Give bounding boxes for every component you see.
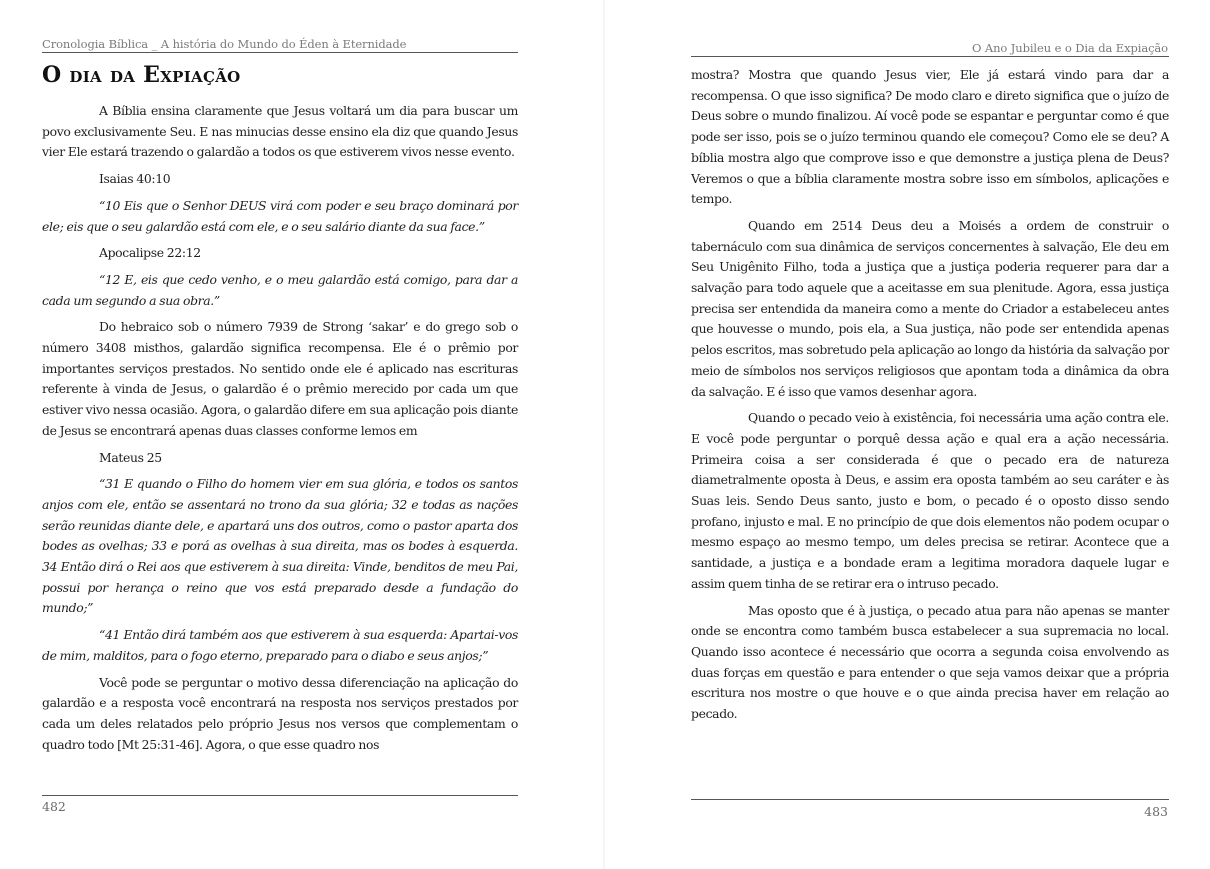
paragraph: mostra? Mostra que quando Jesus vier, Ele já estará vindo para dar a recompensa. O que isso significa? De modo claro e direto significa que o juízo de Deus sobre o mundo finalizou. Aí você pode se espantar e perguntar como é que pode ser isso, pois se o juízo terminou quando ele começou? Como ele se deu? A bíblia mostra algo que comprove isso e que demonstre a justiça plena de Deus? Veremos o que a bíblia claramente mostra sobre isso em símbolos, aplicações e tempo. (691, 67, 1169, 207)
scripture-quote: “31 E quando o Filho do homem vier em sua glória, e todos os santos anjos com ele, então se assentará no trono da sua glória; 32 e todas as nações serão reunidas diante dele, e apartará uns dos outros, como o pastor aparta dos bodes as ovelhas; 33 e porá as ovelhas à sua direita, mas os bodes à esquerda. 34 Então dirá o Rei aos que estiverem à sua direita: Vinde, benditos de meu Pai, possui por herança o reino que vos está preparado desde a fundação do mundo;” (42, 476, 518, 616)
scripture-reference: Mateus 25 (99, 449, 162, 465)
scripture-quote: “12 E, eis que cedo venho, e o meu galardão está comigo, para dar a cada um segundo a sua obra.” (42, 271, 518, 308)
paragraph: Quando em 2514 Deus deu a Moisés a ordem de construir o tabernáculo com sua dinâmica de serviços concernentes à salvação, Ele deu em Seu Unigênito Filho, toda a justiça que a justiça poderia requerer para dar a salvação para todo aquele que a aceitasse em sua plenitude. Agora, essa justiça precisa ser entendida da maneira como a mente do Criador a estabeleceu antes que houvesse o mundo, pois ela, a Sua justiça, não pode ser entendida apenas pelos escritos, mas sobretudo pela aplicação ao longo da história da salvação por meio de símbolos nos serviços religiosos que apontam toda a dinâmica da obra da salvação. E é isso que vamos desenhar agora. (691, 217, 1169, 399)
header-rule-right (691, 56, 1169, 57)
paragraph: Você pode se perguntar o motivo dessa diferenciação na aplicação do galardão e a resposta você encontrará na resposta nos serviços prestados por cada um deles relatados pelo próprio Jesus nos versos que complementam o quadro todo [Mt 25:31-46]. Agora, o que esse quadro nos (42, 674, 518, 752)
scripture-reference: Apocalipse 22:12 (99, 245, 201, 261)
footer-rule-left (42, 795, 518, 796)
running-head-left: Cronologia Bíblica _ A história do Mundo do Éden à Eternidade (42, 37, 407, 51)
paragraph: Quando o pecado veio à existência, foi necessária uma ação contra ele. E você pode perguntar o porquê dessa ação e qual era a ação necessária. Primeira coisa a ser considerada é que o pecado era de natureza diametralmente oposta à Deus, e assim era oposta também ao seu caráter e às Suas leis. Sendo Deus santo, justo e bom, o pecado é o oposto disso sendo profano, injusto e mal. E no princípio de que dois elementos não podem ocupar o mesmo espaço ao mesmo tempo, um deles precisa se retirar. Acontece que a santidade, a justiça e a bondade eram a legitima moradora daquele lugar e assim quem tinha de se retirar era o intruso pecado. (691, 410, 1169, 591)
page-number-left: 482 (42, 799, 66, 814)
footer-rule-right (691, 799, 1169, 800)
header-rule-left (42, 52, 518, 53)
paragraph: Do hebraico sob o número 7939 de Strong ‘sakar’ e do grego sob o número 3408 misthos, galardão significa recompensa. Ele é o prêmio por importantes serviços prestados. No sentido onde ele é aplicado nas escrituras referente à vinda de Jesus, o galardão é o prêmio merecido por cada um que estiver vivo nessa ocasião. Agora, o galardão difere em sua aplicação pois diante de Jesus se encontrará apenas duas classes conforme lemos em (42, 319, 518, 438)
paragraph: Mas oposto que é à justiça, o pecado atua para não apenas se manter onde se encontra como também busca estabelecer a sua supremacia no local. Quando isso acontece é necessário que ocorra a segunda coisa envolvendo as duas forças em questão e para entender o que seja vamos deixar que a própria escritura nos mostre o que houve e o que ainda precisa haver em relação ao pecado. (691, 602, 1169, 722)
left-body-text (42, 101, 518, 761)
page-number-right: 483 (1144, 804, 1168, 819)
paragraph: A Bíblia ensina claramente que Jesus voltará um dia para buscar um povo exclusivamente Seu. E nas minucias desse ensino ela diz que quando Jesus vier Ele estará trazendo o galardão a todos os que estiverem vivos nesse evento. (42, 103, 518, 160)
scripture-quote: “41 Então dirá também aos que estiverem à sua esquerda: Apartai-vos de mim, malditos, para o fogo eterno, preparado para o diabo e seus anjos;” (42, 627, 518, 663)
scripture-reference: Isaias 40:10 (99, 171, 171, 187)
chapter-title: O dia da Expiação (42, 62, 241, 88)
scripture-quote: “10 Eis que o Senhor DEUS virá com poder e seu braço dominará por ele; eis que o seu galardão está com ele, e o seu salário diante da sua face.” (42, 197, 518, 234)
running-head-right: O Ano Jubileu e o Dia da Expiação (972, 41, 1168, 55)
right-body-text (691, 65, 1169, 731)
